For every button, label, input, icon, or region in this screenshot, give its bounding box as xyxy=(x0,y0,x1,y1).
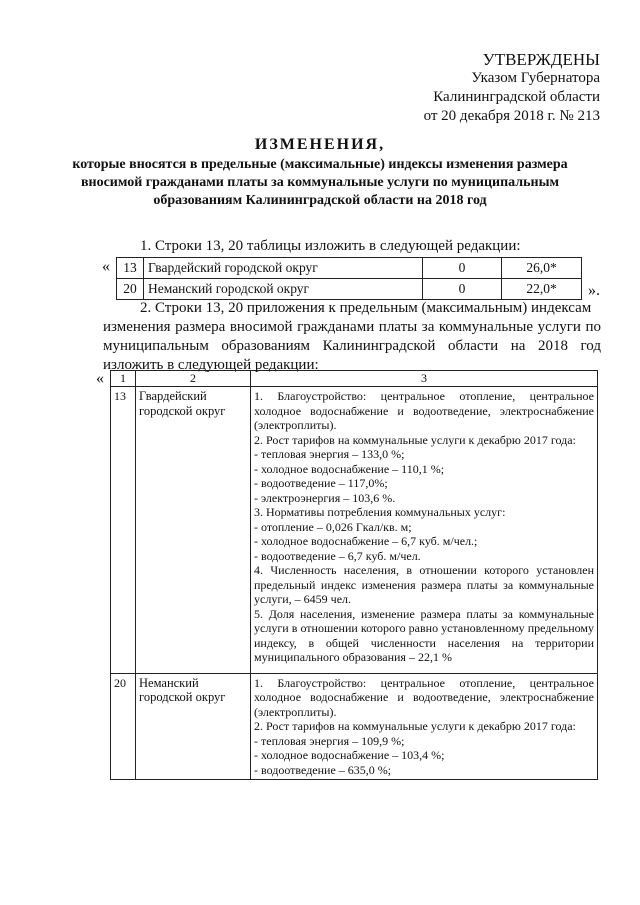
detail-line: - водоотведение – 635,0 %; xyxy=(254,762,392,777)
municipality-name: Гвардейский городской округ xyxy=(136,387,251,674)
detail-line: 1. Благоустройство: центральное отопление, центральное холодное водоснабжение и водоотведение, электроснабжение (электроплиты). xyxy=(254,675,594,719)
value-2: 26,0* xyxy=(502,258,582,279)
table-2 xyxy=(110,370,598,780)
table-1 xyxy=(116,257,582,300)
value-1: 0 xyxy=(423,279,502,300)
detail-line: - отопление – 0,026 Гкал/кв. м; xyxy=(254,519,412,534)
detail-line: - холодное водоснабжение – 6,7 куб. м/чел.; xyxy=(254,534,478,548)
row-number: 13 xyxy=(117,258,144,279)
detail-line: 1. Благоустройство: центральное отопление, центральное холодное водоснабжение и водоотведение, электроснабжение (электроплиты). xyxy=(254,389,594,432)
table1-open-quote: « xyxy=(102,258,110,275)
value-1: 0 xyxy=(423,258,502,279)
table-header-row xyxy=(111,371,598,387)
detail-line: - водоотведение – 117,0%; xyxy=(254,476,388,490)
value-2: 22,0* xyxy=(502,279,582,300)
detail-line: - тепловая энергия – 109,9 %; xyxy=(254,733,405,748)
approval-decree: Указом Губернатора xyxy=(471,70,600,86)
table-row xyxy=(111,673,598,780)
paragraph-1: 1. Строки 13, 20 таблицы изложить в следующей редакции: xyxy=(140,238,521,254)
row-details xyxy=(251,387,598,674)
table-row xyxy=(117,258,582,279)
detail-line: 4. Численность населения, в отношении которого установлен предельный индекс изменения размера платы за коммунальные услуги, – 6459 чел. xyxy=(254,563,594,606)
row-number: 20 xyxy=(111,673,136,780)
detail-line: - электроэнергия – 103,6 %. xyxy=(254,490,396,505)
paragraph-2-rest: изменения размера вносимой гражданами платы за коммунальные услуги по муниципальным образованиям Калининградской области на 2018 год изложить в следующей редакции: xyxy=(103,319,601,373)
document-subtitle: которые вносятся в предельные (максимальные) индексы изменения размера вносимой гражданами платы за коммунальные услуги по муниципальным образованиям Калининградской области на 2018 год xyxy=(72,157,568,208)
detail-line: - тепловая энергия – 133,0 %; xyxy=(254,447,405,461)
approval-block xyxy=(380,50,600,126)
row-number: 20 xyxy=(117,279,144,300)
detail-line: - водоотведение – 6,7 куб. м/чел. xyxy=(254,548,421,563)
header-col-1: 1 xyxy=(111,371,136,387)
header-col-2: 2 xyxy=(136,371,251,387)
row-number: 13 xyxy=(111,387,136,674)
header-col-3: 3 xyxy=(251,371,598,387)
table2-open-quote: « xyxy=(96,370,104,387)
table-row xyxy=(111,387,598,674)
table-row xyxy=(117,279,582,300)
municipality-name: Гвардейский городской округ xyxy=(144,258,423,279)
detail-line: 5. Доля населения, изменение размера платы за коммунальные услуги в отношении которого равно установленному предельному индексу, в общей численности населения на территории муниципального образования – 22,1 % xyxy=(254,606,594,664)
approval-date-number: от 20 декабря 2018 г. № 213 xyxy=(423,108,600,124)
document-title: ИЗМЕНЕНИЯ, xyxy=(254,136,386,153)
detail-line: 2. Рост тарифов на коммунальные услуги к декабрю 2017 года: xyxy=(254,432,576,447)
detail-line: - холодное водоснабжение – 103,4 %; xyxy=(254,748,445,762)
detail-line: - холодное водоснабжение – 110,1 %; xyxy=(254,461,445,476)
municipality-name: Неманский городской округ xyxy=(144,279,423,300)
approval-region: Калининградской области xyxy=(433,89,600,105)
table1-close-quote: ». xyxy=(588,282,600,299)
approval-heading: УТВЕРЖДЕНЫ xyxy=(482,50,600,69)
municipality-name: Неманский городской округ xyxy=(136,673,251,780)
row-details xyxy=(251,673,598,780)
paragraph-2-first-line: 2. Строки 13, 20 приложения к предельным (максимальным) индексам xyxy=(140,300,592,316)
detail-line: 3. Нормативы потребления коммунальных услуг: xyxy=(254,505,506,519)
detail-line: 2. Рост тарифов на коммунальные услуги к декабрю 2017 года: xyxy=(254,719,576,733)
